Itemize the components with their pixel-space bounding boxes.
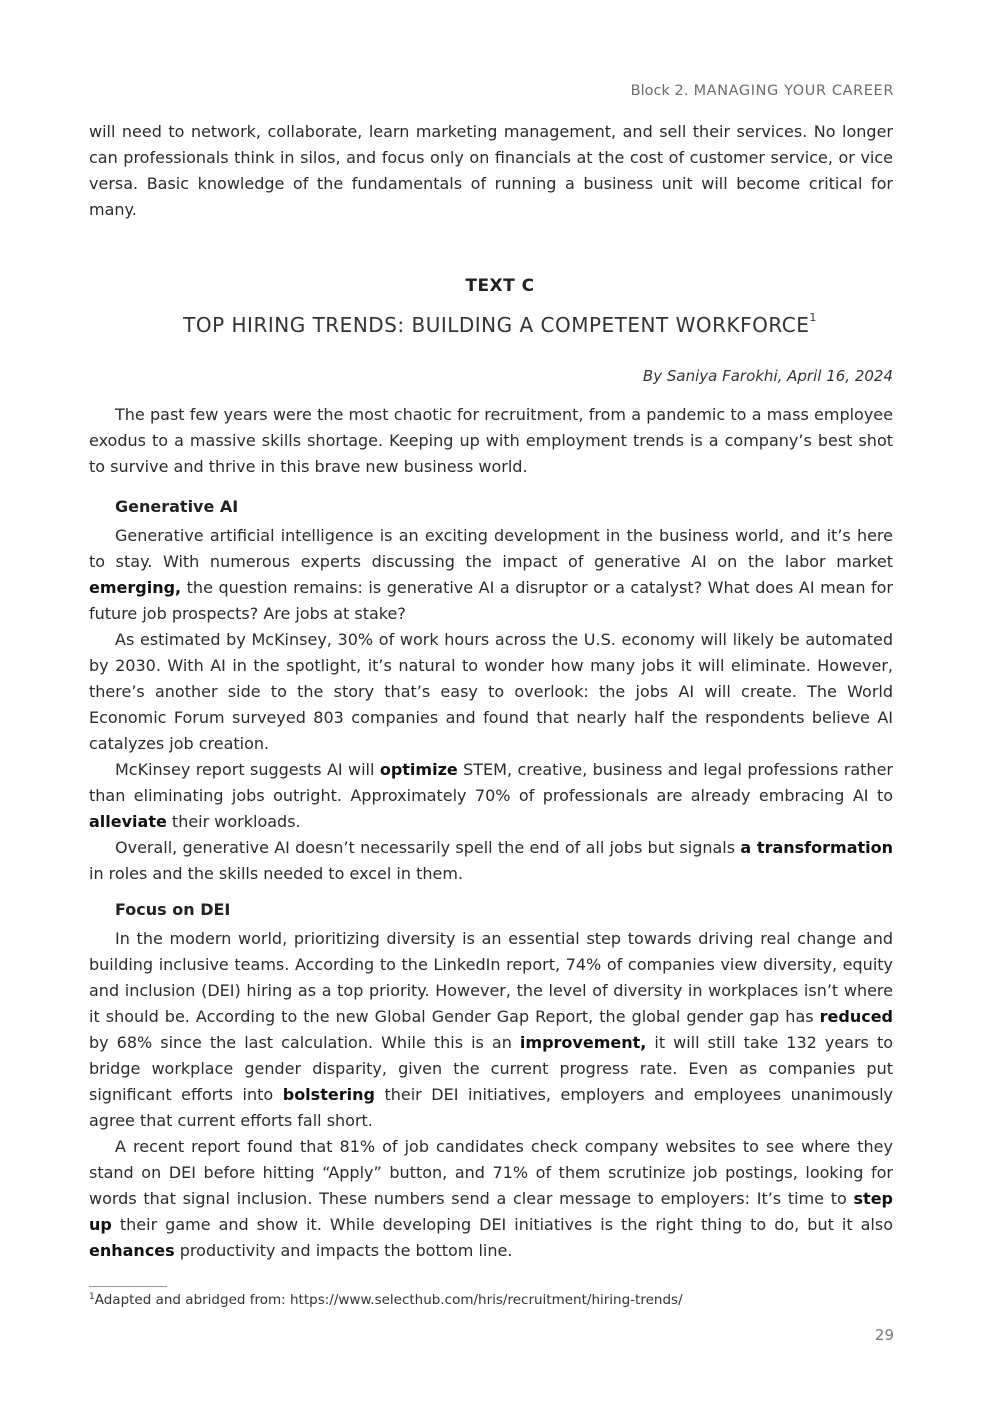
ai-paragraph-3 — [89, 757, 893, 835]
page-number: 29 — [874, 1326, 894, 1344]
key-term: enhances — [89, 1241, 175, 1260]
text-label: TEXT C — [465, 276, 535, 296]
text-run: STEM, creative, business and legal professions rather than eliminating jobs outright. Approximately 70% of professionals are already embracing AI to — [89, 760, 893, 805]
text-run: McKinsey report suggests AI will — [115, 760, 380, 779]
section-heading-ai: Generative AI — [115, 497, 239, 516]
key-term: optimize — [379, 760, 458, 779]
byline: By Saniya Farokhi, April 16, 2024 — [642, 367, 893, 385]
title-footnote-mark[interactable]: 1 — [809, 311, 817, 324]
footnote-text[interactable]: Adapted and abridged from: https://www.selecthub.com/hris/recruitment/hiring-trends/ — [94, 1292, 683, 1308]
article-title-text: TOP HIRING TRENDS: BUILDING A COMPETENT WORKFORCE — [183, 313, 810, 337]
text-run: A recent report found that 81% of job candidates check company websites to see where they stand on DEI before hitting “Apply” button, and 71% of them scrutinize job postings, looking for words that signal inclusion. These numbers send a clear message to employers: It’s time to — [89, 1137, 893, 1208]
running-header-block: Block 2. — [630, 83, 689, 99]
ai-paragraph-1 — [89, 523, 893, 627]
footnote-divider — [89, 1286, 167, 1287]
text-run: Overall, generative AI doesn’t necessarily spell the end of all jobs but signals — [115, 838, 741, 857]
lead-paragraph: The past few years were the most chaotic for recruitment, from a pandemic to a mass employee exodus to a massive skills shortage. Keeping up with employment trends is a company’s best shot to survive and thrive in this brave new business world. — [89, 405, 893, 476]
text-run: their DEI initiatives, employers and employees unanimously agree that current efforts fall short. — [89, 1085, 894, 1130]
section-heading-dei: Focus on DEI — [115, 900, 231, 919]
article-title — [0, 313, 1000, 337]
footnote-mark: 1 — [89, 1292, 95, 1302]
key-term: reduced — [819, 1007, 893, 1026]
text-run: productivity and impacts the bottom line. — [174, 1241, 513, 1260]
text-run: it will still take 132 years to bridge workplace gender disparity, given the current progress rate. Even as companies put significant efforts into — [89, 1033, 894, 1104]
intro-paragraph-block — [89, 119, 893, 223]
ai-paragraph-4 — [89, 835, 893, 887]
section-dei-body — [89, 926, 893, 1264]
lead-paragraph-block — [89, 402, 893, 480]
text-run: In the modern world, prioritizing diversity is an essential step towards driving real change and building inclusive teams. According to the LinkedIn report, 74% of companies view diversity, equity and inclusion (DEI) hiring as a top priority. However, the level of diversity in workplaces isn’t where it should be. According to the new Global Gender Gap Report, the global gender gap has — [89, 929, 893, 1026]
intro-paragraph: will need to network, collaborate, learn marketing management, and sell their services. No longer can professionals think in silos, and focus only on financials at the cost of customer service, or vice versa. Basic knowledge of the fundamentals of running a business unit will become critical for many. — [89, 122, 893, 219]
key-term: emerging, — [89, 578, 182, 597]
running-header — [631, 83, 894, 99]
ai-paragraph-2: As estimated by McKinsey, 30% of work hours across the U.S. economy will likely be automated by 2030. With AI in the spotlight, it’s natural to wonder how many jobs it will eliminate. However, there’s another side to the story that’s easy to overlook: the jobs AI will create. The World Economic Forum surveyed 803 companies and found that nearly half the respondents believe AI catalyzes job creation. — [89, 630, 893, 753]
key-term: improvement, — [519, 1033, 647, 1052]
text-run: their game and show it. While developing DEI initiatives is the right thing to do, but it also — [111, 1215, 893, 1234]
text-run: the question remains: is generative AI a disruptor or a catalyst? What does AI mean for future job prospects? Are jobs at stake? — [89, 578, 893, 623]
dei-paragraph-2 — [89, 1134, 893, 1264]
key-term: alleviate — [89, 812, 167, 831]
text-run: by 68% since the last calculation. While this is an — [89, 1033, 520, 1052]
running-header-section: MANAGING YOUR CAREER — [693, 83, 894, 99]
section-ai-body — [89, 523, 893, 887]
dei-paragraph-1 — [89, 926, 893, 1134]
text-run: Generative artificial intelligence is an exciting development in the business world, and it’s here to stay. With numerous experts discussing the impact of generative AI on the labor market — [89, 526, 893, 571]
text-run: their workloads. — [166, 812, 301, 831]
text-run: in roles and the skills needed to excel in them. — [89, 864, 464, 883]
footnote — [89, 1292, 683, 1308]
key-term: bolstering — [282, 1085, 375, 1104]
key-term: a transformation — [740, 838, 893, 857]
key-term: step up — [89, 1189, 893, 1234]
